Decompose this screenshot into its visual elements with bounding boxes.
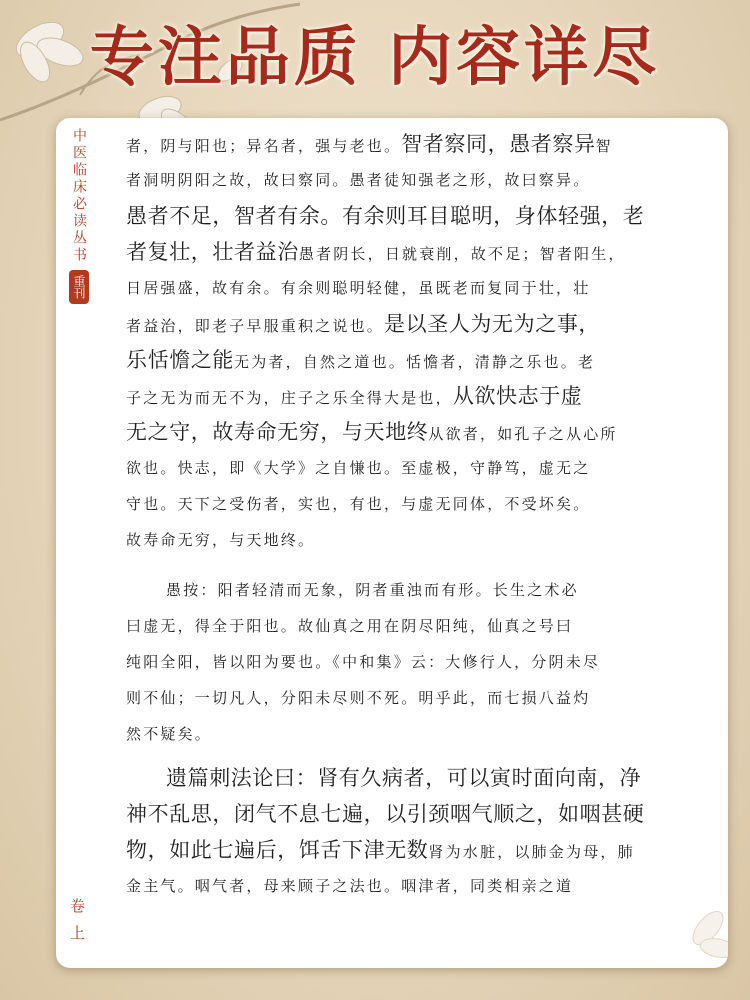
annotation-text-run: 子之无为而无不为，庄子之乐全得大是也，	[126, 389, 453, 407]
text-line	[126, 522, 716, 558]
annotation-text-run: 从欲者，如孔子之从心所	[428, 425, 618, 443]
text-line	[126, 572, 716, 608]
second-passage	[126, 760, 716, 904]
annotation-text-run: 欲也。快志，即《大学》之自慊也。至虚极，守静笃，虚无之	[126, 459, 591, 477]
text-line	[126, 270, 716, 306]
annotation-text-run: 则不仙；一切凡人，分阳未尽则不死。明乎此，而七损八益灼	[126, 689, 591, 707]
text-line	[126, 450, 716, 486]
page-text	[126, 126, 716, 904]
annotation-text-run: 守也。天下之受伤者，实也，有也，与虚无同体，不受坏矣。	[126, 495, 591, 513]
text-line	[126, 126, 716, 162]
corner-flower-decoration	[638, 848, 728, 968]
page-headline: 专注品质 内容详尽	[89, 20, 661, 95]
main-text-run: 从欲快志于虚	[452, 384, 583, 408]
text-line	[126, 868, 716, 904]
text-line	[126, 644, 716, 680]
annotation-text-run: 曰虚无，得全于阳也。故仙真之用在阴尽阳纯，仙真之号曰	[126, 617, 574, 635]
text-line	[126, 198, 716, 234]
annotation-text-run: 然不疑矣。	[126, 725, 213, 743]
text-line	[126, 378, 716, 414]
text-line	[126, 486, 716, 522]
main-text-run: 无之守，故寿命无穷，与天地终	[126, 420, 429, 444]
annotation-text-run: 愚者阴长，日就衰削，故不足；智者阳生，	[298, 245, 626, 263]
annotation-text-run: 智	[595, 137, 613, 155]
main-text-run: 愚者不足，智者有余。有余则耳目聪明，身体轻强，老	[126, 204, 645, 228]
series-seal: 重刊	[69, 270, 89, 304]
annotation-text-run: 金主气。咽气者，母来顾子之法也。咽津者，同类相亲之道	[126, 877, 574, 895]
book-series-sidebar	[68, 128, 90, 304]
annotation-text-run: 愚按：阳者轻清而无象，阴者重浊而有形。长生之术必	[166, 581, 579, 599]
main-passage	[126, 126, 716, 558]
text-line	[126, 796, 716, 832]
annotation-text-run: 日居强盛，故有余。有余则聪明轻健，虽既老而复同于壮，壮	[126, 279, 591, 297]
text-line	[126, 832, 716, 868]
text-line	[126, 414, 716, 450]
annotation-text-run: 肾为水脏，以肺金为母，肺	[428, 843, 635, 861]
main-text-run: 智者察同，愚者察异	[401, 132, 596, 156]
main-text-run: 乐恬憺之能	[126, 348, 234, 372]
annotation-text-run: 者洞明阴阳之故，故曰察同。愚者徒知强老之形，故曰察异。	[126, 171, 591, 189]
annotation-text-run: 者，阴与阳也；异名者，强与老也。	[126, 137, 402, 155]
main-text-run: 神不乱思，闭气不息七遍，以引颈咽气顺之，如咽甚硬	[126, 802, 645, 826]
text-line	[126, 680, 716, 716]
annotation-text-run: 纯阳全阳，皆以阳为要也。《中和集》云：大修行人，分阴未尽	[126, 653, 601, 671]
main-text-run: 者复壮，壮者益治	[126, 240, 299, 264]
annotation-text-run: 无为者，自然之道也。恬憺者，清静之乐也。老	[234, 353, 596, 371]
text-line	[126, 760, 716, 796]
main-text-run: 是以圣人为无为之事，	[384, 312, 601, 336]
book-page	[56, 118, 728, 968]
main-text-run: 遗篇刺法论曰：肾有久病者，可以寅时面向南，净	[166, 766, 642, 790]
volume-label: 卷上	[68, 898, 86, 952]
main-text-run: 物，如此七遍后，饵舌下津无数	[126, 838, 429, 862]
text-line	[126, 234, 716, 270]
text-line	[126, 342, 716, 378]
text-line	[126, 608, 716, 644]
annotation-text-run: 者益治，即老子早服重积之说也。	[126, 317, 385, 335]
text-line	[126, 306, 716, 342]
text-line	[126, 162, 716, 198]
commentary-note	[126, 572, 716, 752]
annotation-text-run: 故寿命无穷，与天地终。	[126, 531, 316, 549]
series-title: 中医临床必读丛书	[71, 128, 87, 264]
text-line	[126, 716, 716, 752]
